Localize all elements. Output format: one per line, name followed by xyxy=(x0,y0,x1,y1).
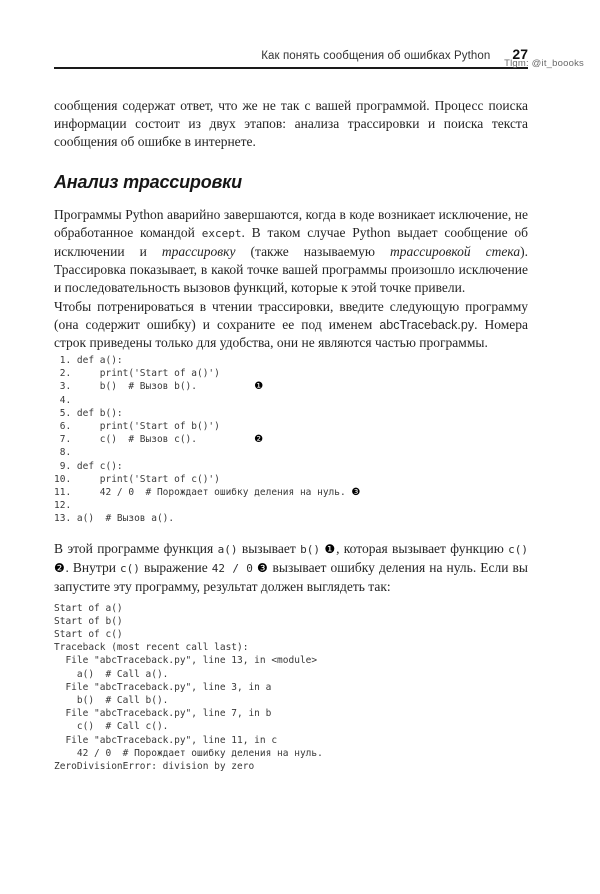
code-line: a() # Call a(). xyxy=(54,668,169,680)
code-line: Start of c() xyxy=(54,629,123,641)
text-run: 42 / 0 xyxy=(211,561,253,575)
text-run: abcTraceback.py xyxy=(379,318,475,332)
text-run: a() xyxy=(217,542,238,556)
code-line: 8. xyxy=(54,447,72,459)
text-run: b() xyxy=(300,542,320,556)
code-listing xyxy=(54,354,528,526)
running-head xyxy=(54,46,528,69)
text-run: except xyxy=(201,227,242,240)
callout-marker: ❸ xyxy=(351,487,361,499)
book-page xyxy=(0,46,600,894)
paragraph-practice: Чтобы потренироваться в чтении трассировки, введите следующую программу (она содержит ошибку) и сохраните ее под именем abcTraceback.py. Номера строк приведены только для удобства, они не являются частью программы. xyxy=(54,299,528,350)
code-line: 12. xyxy=(54,500,72,512)
code-line: File "abcTraceback.py", line 3, in a xyxy=(54,681,272,693)
text-run: c() xyxy=(120,561,140,575)
code-line: ZeroDivisionError: division by zero xyxy=(54,761,255,773)
text-run: трассировку xyxy=(161,244,236,259)
code-line: 10. print('Start of c()') xyxy=(54,473,220,485)
program-output xyxy=(54,602,528,774)
code-line: 9. def c(): xyxy=(54,460,123,472)
code-line: Traceback (most recent call last): xyxy=(54,642,249,654)
callout-marker: ❶ xyxy=(254,381,264,393)
code-line: 4. xyxy=(54,394,72,406)
code-line: Start of a() xyxy=(54,602,123,614)
paragraph-explanation: В этой программе функция a() вызывает b() ❶, которая вызывает функцию c() ❷. Внутри c() выражение 42 / 0 ❸ вызывает ошибку деления на нуль. Если вы запустите эту программу, результат должен выглядеть так: xyxy=(54,540,529,594)
callout-marker: ❸ xyxy=(257,560,269,575)
text-run: трассировкой стека xyxy=(390,244,521,259)
callout-marker: ❶ xyxy=(324,541,337,556)
callout-marker: ❷ xyxy=(254,434,264,446)
code-line: 11. 42 / 0 # Порождает ошибку деления на нуль. ❸ xyxy=(54,487,361,499)
paragraph-intro: сообщения содержат ответ, что же не так с вашей программой. Процесс поиска информации состоит из двух этапов: анализа трассировки и поиска текста сообщения об ошибке в интернете. xyxy=(54,98,528,149)
text-run: c() xyxy=(508,542,529,556)
code-line: 7. c() # Вызов c(). ❷ xyxy=(54,434,264,446)
code-line: 13. a() # Вызов a(). xyxy=(54,513,175,525)
code-line: File "abcTraceback.py", line 11, in c xyxy=(54,734,278,746)
page-number: 27 xyxy=(512,46,528,62)
code-line: 5. def b(): xyxy=(54,407,123,419)
code-line: 6. print('Start of b()') xyxy=(54,421,220,433)
telegram-watermark: Tlgm: @it_boooks xyxy=(504,58,584,69)
running-head-title: Как понять сообщения об ошибках Python xyxy=(261,50,491,62)
section-heading: Анализ трассировки xyxy=(54,172,242,192)
code-line: b() # Call b(). xyxy=(54,695,169,707)
page-content xyxy=(54,97,528,773)
code-line: 3. b() # Вызов b(). ❶ xyxy=(54,381,264,393)
callout-marker: ❷ xyxy=(54,560,66,575)
code-line: 1. def a(): xyxy=(54,355,123,366)
code-line: c() # Call c(). xyxy=(54,721,169,733)
code-line: File "abcTraceback.py", line 7, in b xyxy=(54,708,272,720)
code-line: 42 / 0 # Порождает ошибку деления на нуль. xyxy=(54,747,323,759)
paragraph-traceback-intro: Программы Python аварийно завершаются, когда в коде возникает исключение, не обработанное командой except. В таком случае Python выдает сообщение об исключении и трассировку (также называемую трассировкой стека). Трассировка показывает, в какой точке вашей программы произошло исключение и последовательность вызовов функций, которые к этой точке привели. xyxy=(54,207,529,295)
code-line: Start of b() xyxy=(54,615,123,627)
code-line: 2. print('Start of a()') xyxy=(54,368,220,380)
code-line: File "abcTraceback.py", line 13, in <module> xyxy=(54,655,318,667)
